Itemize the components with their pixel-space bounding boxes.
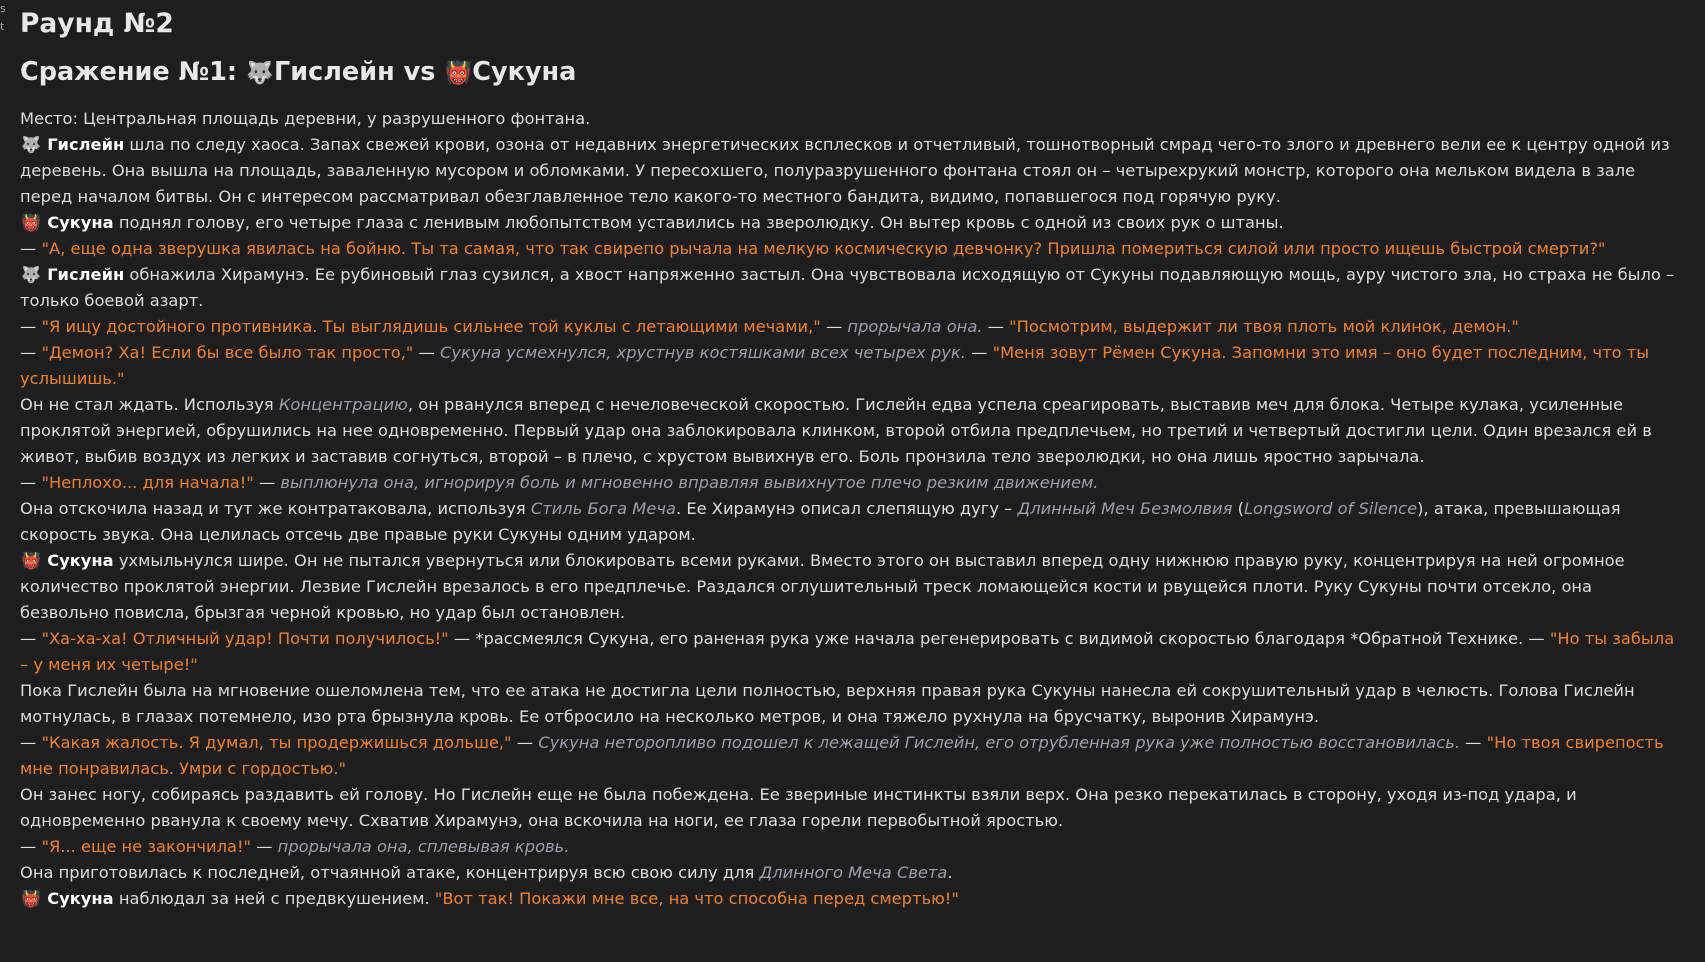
document-body <box>20 6 1682 912</box>
narration-text: Он занес ногу, собираясь раздавить ей голову. Но Гислейн еще не была побеждена. Ее звериные инстинкты взяли верх. Она резко перекатилась в сторону, уходя из-под удара, и одновременно рванула к своему мечу. Схватив Хирамунэ, она вскочила на ноги, ее глаза горели первобытной яростью. <box>20 785 1577 830</box>
dialogue-quote: "Меня зовут Рёмен Сукуна. Запомни это имя – оно будет последним, что ты услышишь." <box>20 343 1650 388</box>
demon-icon: 👹 <box>444 61 472 86</box>
story-paragraph <box>20 730 1682 782</box>
narration-text: ), атака, превышающая скорость звука. Она целилась отсечь две правые руки Сукуны одним ударом. <box>20 499 1621 544</box>
narration-text: Она отскочила назад и тут же контратаковала, используя <box>20 499 531 518</box>
narration-text: наблюдал за ней с предвкушением. <box>113 889 435 908</box>
story-paragraph <box>20 886 1682 912</box>
dialogue-quote: "Я... еще не закончила!" <box>41 837 252 856</box>
dialogue-quote: "Но твоя свирепость мне понравилась. Умри с гордостью." <box>20 733 1664 778</box>
narration-text: Он не стал ждать. Используя <box>20 395 279 414</box>
narration-text: ( <box>1232 499 1244 518</box>
narration-text: — <box>20 837 42 856</box>
narration-text: — <box>20 343 42 362</box>
battle-heading <box>20 52 1682 94</box>
italic-text: Стиль Бога Меча <box>530 499 676 518</box>
character-name: Гислейн <box>47 135 125 154</box>
narration-text: поднял голову, его четыре глаза с ленивым любопытством уставились на зверолюдку. Он вытер кровь с одной из своих рук о штаны. <box>113 213 1284 232</box>
wolf-icon: 🐺 <box>21 135 41 154</box>
edge-glyph: s <box>0 2 6 15</box>
dialogue-quote: "Посмотрим, выдержит ли твоя плоть мой клинок, демон." <box>1009 317 1519 336</box>
narration-text: — <box>511 733 539 752</box>
dialogue-quote: "Я ищу достойного противника. Ты выглядишь сильнее той куклы с летающими мечами," <box>41 317 821 336</box>
dialogue-quote: "А, еще одна зверушка явилась на бойню. Ты та самая, что так свирепо рычала на мелкую космическую девчонку? Пришла помериться силой или просто ищешь быстрой смерти?" <box>41 239 1606 258</box>
character-name: Сукуна <box>47 551 114 570</box>
narration-text: , он рванулся вперед с нечеловеческой скоростью. Гислейн едва успела среагировать, выставив меч для блока. Четыре кулака, усиленные проклятой энергией, обрушились на нее одновременно. Первый удар она заблокировала клинком, второй отбила предплечьем, но третий и четвертый достигли цели. Один врезался ей в живот, выбив воздух из легких и заставив согнуться, второй – в плечо, с хрустом вывихнув его. Боль пронзила тело зверолюдки, но она лишь яростно зарычала. <box>20 395 1652 466</box>
story-paragraph <box>20 262 1682 314</box>
story-paragraph <box>20 626 1682 678</box>
story-paragraph <box>20 132 1682 210</box>
narration-text: шла по следу хаоса. Запах свежей крови, озона от недавних энергетических всплесков и отчетливый, тошнотворный смрад чего-то злого и древнего вели ее к центру одной из деревень. Она вышла на площадь, заваленную мусором и обломками. У пересохшего, полуразрушенного фонтана стоял он – четырехрукий монстр, которого она мельком видела в зале перед началом битвы. Он с интересом рассматривал обезглавленное тело какого-то местного бандита, видимо, попавшегося под горячую руку. <box>20 135 1670 206</box>
italic-text: Longsword of Silence <box>1243 499 1418 518</box>
wolf-icon: 🐺 <box>246 61 274 86</box>
edge-glyph: t <box>0 20 5 33</box>
story-paragraph <box>20 496 1682 548</box>
dialogue-quote: "Но ты забыла – у меня их четыре!" <box>20 629 1675 674</box>
italic-text: Сукуна усмехнулся, хрустнув костяшками всех четырех рук. <box>440 343 966 362</box>
dialogue-quote: "Какая жалость. Я думал, ты продержишься дольше," <box>41 733 512 752</box>
narration-text: — <box>20 733 42 752</box>
character-name: Гислейн <box>47 265 125 284</box>
story-paragraph <box>20 470 1682 496</box>
fighter2-name: Сукуна <box>472 57 577 87</box>
story-paragraph <box>20 548 1682 626</box>
narration-text: — <box>982 317 1010 336</box>
story-paragraph <box>20 860 1682 886</box>
narration-text: Место: Центральная площадь деревни, у разрушенного фонтана. <box>20 109 591 128</box>
vs-text: vs <box>394 57 445 87</box>
demon-icon: 👹 <box>21 889 41 908</box>
narration-text: ухмыльнулся шире. Он не пытался увернуться или блокировать всеми руками. Вместо этого он выставил вперед одну нижнюю правую руку, концентрируя на ней огромное количество проклятой энергии. Лезвие Гислейн врезалось в его предплечье. Раздался оглушительный треск ломающейся кости и рвущейся плоти. Руку Сукуны почти отсекло, она безвольно повисла, брызгая черной кровью, но удар был остановлен. <box>20 551 1625 622</box>
italic-text: Концентрацию <box>278 395 408 414</box>
narration-text: — <box>20 239 42 258</box>
italic-text: Длинного Меча Света <box>759 863 948 882</box>
narration-text: — <box>20 317 42 336</box>
narration-text: — <box>965 343 993 362</box>
round-heading: Раунд №2 <box>20 8 174 39</box>
dialogue-quote: "Демон? Ха! Если бы все было так просто," <box>41 343 414 362</box>
narration-text: — <box>20 473 42 492</box>
fighter1-name: Гислейн <box>274 57 395 87</box>
narration-text: — <box>820 317 848 336</box>
narration-text: — <box>1460 733 1487 752</box>
story-paragraph <box>20 678 1682 730</box>
narration-text: — <box>251 837 278 856</box>
story-paragraph <box>20 210 1682 236</box>
story-paragraph <box>20 392 1682 470</box>
character-name: Сукуна <box>47 889 114 908</box>
story-paragraph <box>20 834 1682 860</box>
story-text <box>20 106 1682 912</box>
dialogue-quote: "Ха-ха-ха! Отличный удар! Почти получилось!" <box>41 629 449 648</box>
narration-text: Она приготовилась к последней, отчаянной атаке, концентрируя всю свою силу для <box>20 863 760 882</box>
story-paragraph <box>20 782 1682 834</box>
dialogue-quote: "Неплохо... для начала!" <box>41 473 254 492</box>
demon-icon: 👹 <box>21 213 41 232</box>
italic-text: выплюнула она, игнорируя боль и мгновенно вправляя вывихнутое плечо резким движением. <box>280 473 1099 492</box>
narration-text: Пока Гислейн была на мгновение ошеломлена тем, что ее атака не достигла цели полностью, верхняя правая рука Сукуны нанесла ей сокрушительный удар в челюсть. Голова Гислейн мотнулась, в глазах потемнело, изо рта брызнула кровь. Ее отбросило на несколько метров, и она тяжело рухнула на брусчатку, выронив Хирамунэ. <box>20 681 1635 726</box>
narration-text: — <box>413 343 440 362</box>
italic-text: прорычала она, сплевывая кровь. <box>277 837 570 856</box>
narration-text: . <box>947 863 953 882</box>
dialogue-quote: "Вот так! Покажи мне все, на что способна перед смертью!" <box>434 889 959 908</box>
battle-heading-prefix: Сражение №1: <box>20 57 247 87</box>
story-paragraph <box>20 340 1682 392</box>
demon-icon: 👹 <box>21 551 41 570</box>
narration-text: — *рассмеялся Сукуна, его раненая рука уже начала регенерировать с видимой скоростью благодаря *Обратной Технике. — <box>448 629 1550 648</box>
left-edge-glyphs <box>0 0 8 36</box>
narration-text: — <box>20 629 42 648</box>
story-paragraph <box>20 236 1682 262</box>
italic-text: Сукуна неторопливо подошел к лежащей Гислейн, его отрубленная рука уже полностью восстановилась. <box>538 733 1460 752</box>
italic-text: Длинный Меч Безмолвия <box>1017 499 1233 518</box>
story-paragraph <box>20 314 1682 340</box>
narration-text: обнажила Хирамунэ. Ее рубиновый глаз сузился, а хвост напряженно застыл. Она чувствовала исходящую от Сукуны подавляющую мощь, ауру чистого зла, но страха не было – только боевой азарт. <box>20 265 1675 310</box>
narration-text: . Ее Хирамунэ описал слепящую дугу – <box>675 499 1018 518</box>
character-name: Сукуна <box>47 213 114 232</box>
story-paragraph <box>20 106 1682 132</box>
italic-text: прорычала она. <box>847 317 983 336</box>
narration-text: — <box>253 473 281 492</box>
wolf-icon: 🐺 <box>21 265 41 284</box>
